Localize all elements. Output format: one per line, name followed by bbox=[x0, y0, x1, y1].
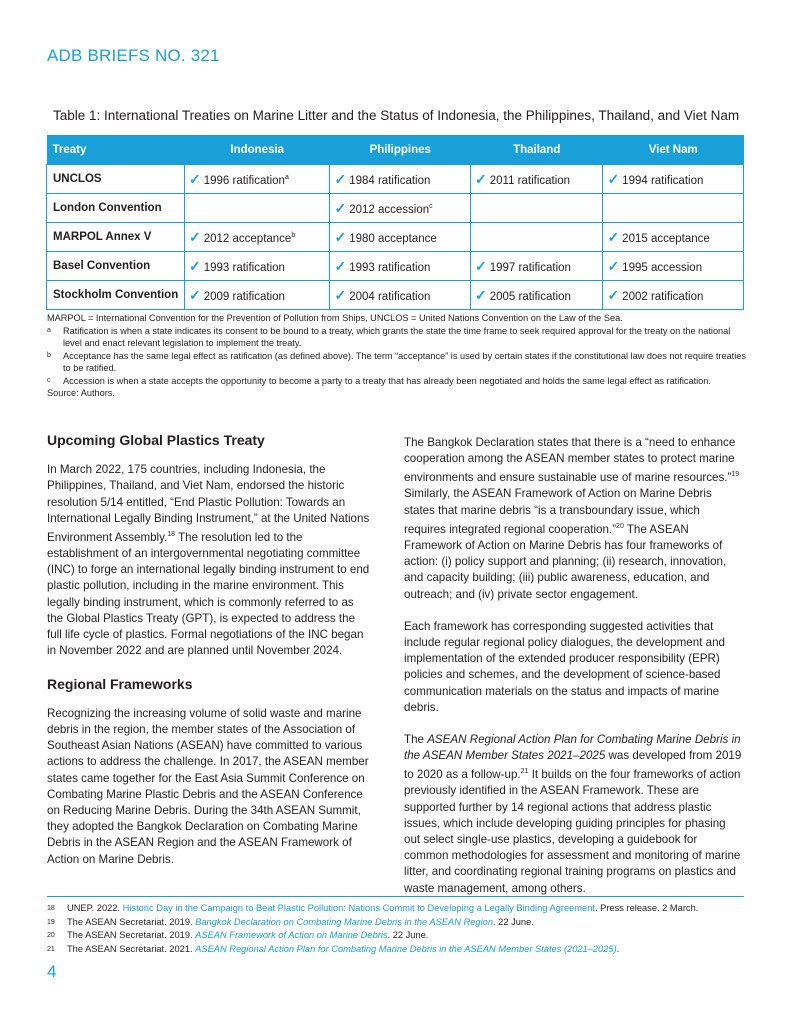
checkmark-icon: ✓ bbox=[334, 228, 347, 245]
source: Source: Authors. bbox=[47, 388, 115, 398]
section-heading: Regional Frameworks bbox=[47, 675, 193, 692]
checkmark-icon: ✓ bbox=[607, 257, 620, 274]
status-cell: ✓ 1996 ratification$^a$ bbox=[185, 165, 330, 194]
note-text: Ratification is when a state indicates its consent to be bound to a treaty, which grants the state the time frame to seek required approval for the treaty on the national level and enact relevant legislation to implement the treaty. bbox=[63, 325, 731, 348]
checkmark-icon: ✓ bbox=[607, 170, 620, 187]
status-cell: ✓ 2012 accession$^c$ bbox=[330, 194, 471, 223]
status-cell: ✓ 2002 ratification bbox=[603, 281, 744, 310]
status-cell: ✓ 2004 ratification bbox=[330, 281, 471, 310]
treaty-name: MARPOL Annex V bbox=[47, 223, 185, 252]
status-cell: ✓ 1994 ratification bbox=[603, 165, 744, 194]
footnote-ref: 21 bbox=[520, 768, 529, 776]
footnotes bbox=[47, 902, 757, 956]
note-marker: b bbox=[47, 351, 51, 359]
footnote-ref: 19 bbox=[731, 471, 740, 479]
table-note bbox=[47, 350, 747, 375]
status-cell: ✓ 1984 ratification bbox=[330, 165, 471, 194]
table-row bbox=[47, 223, 744, 252]
checkmark-icon: ✓ bbox=[607, 286, 620, 303]
treaty-table bbox=[46, 135, 744, 310]
footnote-divider bbox=[47, 896, 744, 897]
column-header: Indonesia bbox=[185, 135, 330, 165]
column-header: Philippines bbox=[330, 135, 471, 165]
paragraph: In March 2022, 175 countries, including Indonesia, the Philippines, Thailand, and Viet Nam, endorsed the historic resolution 5/14 entitled, “End Plastic Pollution: Towards an International Legally Binding Instrument,” at the United Nations Environment Assembly.$^{18}$ The resolution led to the establishment of an intergovernmental negotiating committee (INC) to forge an international legally binding instrument to end plastic pollution, including in the marine environment. This legally binding instrument, which is commonly referred to as the Global Plastics Treaty (GPT), is expected to address the full life cycle of plastics. Formal negotiations of the INC began in November 2022 and are planned until November 2024. bbox=[47, 463, 370, 658]
footnote-ref: 20 bbox=[616, 522, 624, 530]
table-row bbox=[47, 194, 744, 223]
column-header: Viet Nam bbox=[603, 135, 744, 165]
footnote-link[interactable]: Bangkok Declaration on Combating Marine Debris in the ASEAN Region bbox=[195, 916, 493, 927]
note-text: Accession is when a state accepts the opportunity to become a party to a treaty that has already been negotiated and holds the same legal effect as ratification. bbox=[63, 375, 711, 386]
note-marker: a bbox=[47, 326, 51, 334]
status-cell: ✓ 2015 acceptance bbox=[603, 223, 744, 252]
abbreviations: MARPOL = International Convention for the Prevention of Pollution from Ships, UNCLOS = United Nations Convention on the Law of the Sea. bbox=[47, 313, 623, 323]
checkmark-icon: ✓ bbox=[334, 286, 347, 303]
table-note bbox=[47, 375, 747, 388]
section-heading: Upcoming Global Plastics Treaty bbox=[47, 432, 265, 448]
checkmark-icon: ✓ bbox=[189, 257, 201, 274]
checkmark-icon: ✓ bbox=[189, 170, 201, 187]
checkmark-icon: ✓ bbox=[475, 257, 487, 274]
checkmark-icon: ✓ bbox=[475, 170, 487, 187]
table-row bbox=[47, 281, 744, 310]
treaty-name: London Convention bbox=[47, 194, 185, 223]
column-header: Treaty bbox=[47, 135, 185, 165]
footnote: 19 The ASEAN Secretariat. 2019. Bangkok Declaration on Combating Marine Debris in the ASEAN Region. 22 June. bbox=[47, 916, 534, 927]
paragraph: Each framework has corresponding suggested activities that include regular regional policy dialogues, the development and implementation of the extended producer responsibility (EPR) policies and schemes, and the development of science-based communication materials on the status and impacts of marine debris. bbox=[404, 619, 725, 714]
footnote: 18 UNEP. 2022. Historic Day in the Campaign to Beat Plastic Pollution: Nations Commit to Developing a Legally Binding Agreement. Press release. 2 March. bbox=[47, 903, 699, 913]
paragraph: Recognizing the increasing volume of solid waste and marine debris in the region, the member states of the Association of Southeast Asian Nations (ASEAN) have committed to various actions to address the challenge. In 2017, the ASEAN member states came together for the East Asia Summit Conference on Combating Marine Plastic Debris and the ASEAN Conference on Reducing Marine Debris. During the 34th ASEAN Summit, they adopted the Bangkok Declaration on Combating Marine Debris in the ASEAN Region and the ASEAN Framework of Action on Marine Debris. bbox=[47, 706, 369, 866]
table-title: Table 1: International Treaties on Marine Litter and the Status of Indonesia, the Philippines, Thailand, and Viet Nam bbox=[53, 108, 740, 123]
status-cell: ✓ 1993 ratification bbox=[330, 252, 471, 281]
footnote: 20 The ASEAN Secretariat. 2019. ASEAN Framework of Action on Marine Debris. 22 June. bbox=[47, 930, 429, 940]
status-cell: ✓ 1980 acceptance bbox=[330, 223, 471, 252]
checkmark-icon: ✓ bbox=[334, 199, 347, 216]
treaty-name: Stockholm Convention bbox=[47, 281, 185, 310]
status-cell: ✓ 1993 ratification bbox=[185, 252, 330, 281]
note-marker: c bbox=[47, 376, 51, 384]
footnote-ref: 18 bbox=[167, 531, 176, 539]
status-cell: ✓ 2005 ratification bbox=[471, 281, 603, 310]
checkmark-icon: ✓ bbox=[607, 228, 620, 245]
treaty-name: Basel Convention bbox=[47, 252, 185, 281]
note-ref: a bbox=[284, 173, 289, 181]
status-cell: ✓ 2012 acceptance$^b$ bbox=[185, 223, 330, 252]
checkmark-icon: ✓ bbox=[475, 286, 487, 303]
checkmark-icon: ✓ bbox=[189, 228, 201, 245]
table-row bbox=[47, 165, 744, 194]
paragraph: The ASEAN Regional Action Plan for Combating Marine Debris in the ASEAN Member States 2021–2025 was developed from 2019 to 2020 as a follow-up.$^{21}$ It builds on the four frameworks of action previously identified in the ASEAN Framework. These are supported further by 14 regional actions that address plastic issues, which include developing guiding principles for phasing out select single-use plastics, developing a guidebook for common methodologies for assessment and monitoring of marine litter, and coordinating regional training programs on plastics and waste management, among others. bbox=[404, 732, 742, 895]
footnote-link[interactable]: Historic Day in the Campaign to Beat Plastic Pollution: Nations Commit to Developing a Legally Binding Agreement bbox=[122, 903, 595, 913]
footnote-link[interactable]: ASEAN Framework of Action on Marine Debris bbox=[195, 930, 388, 940]
note-text: Acceptance has the same legal effect as ratification (as defined above). The term “acceptance” is used by certain states if the constitutional law does not require treaties to be ratified. bbox=[63, 350, 746, 373]
checkmark-icon: ✓ bbox=[334, 170, 347, 187]
table-header-row bbox=[47, 135, 744, 165]
table-row bbox=[47, 252, 744, 281]
treaty-name: UNCLOS bbox=[47, 165, 185, 194]
series-header: ADB BRIEFS NO. 321 bbox=[47, 46, 220, 65]
status-cell: ✓ 2009 ratification bbox=[185, 281, 330, 310]
footnote-link[interactable]: ASEAN Regional Action Plan for Combating Marine Debris in the ASEAN Member States (2021–2025) bbox=[195, 943, 617, 954]
note-ref: c bbox=[429, 202, 433, 210]
empty-cell bbox=[185, 194, 330, 223]
paragraph: The Bangkok Declaration states that there is a “need to enhance cooperation among the ASEAN member states to protect marine environments and ensure sustainable use of marine resources.”$^{19}$ Similarly, the ASEAN Framework of Action on Marine Debris states that marine debris “is a transboundary issue, which requires integrated regional cooperation.”$^{20}$ The ASEAN Framework of Action on Marine Debris has four frameworks of action: (i) policy support and planning; (ii) research, innovation, and capacity building; (iii) public awareness, education, and outreach; and (iv) private sector engagement. bbox=[404, 436, 740, 601]
status-cell: ✓ 1995 accession bbox=[603, 252, 744, 281]
table-note bbox=[47, 325, 747, 350]
empty-cell bbox=[471, 223, 603, 252]
empty-cell bbox=[603, 194, 744, 223]
table-notes bbox=[47, 312, 747, 400]
status-cell: ✓ 2011 ratification bbox=[471, 165, 603, 194]
left-column bbox=[47, 432, 372, 884]
checkmark-icon: ✓ bbox=[189, 286, 201, 303]
page-number: 4 bbox=[47, 962, 57, 981]
column-header: Thailand bbox=[471, 135, 603, 165]
checkmark-icon: ✓ bbox=[334, 257, 347, 274]
right-column bbox=[404, 435, 744, 913]
note-ref: b bbox=[291, 231, 296, 239]
footnote: 21 The ASEAN Secretariat. 2021. ASEAN Regional Action Plan for Combating Marine Debris in the ASEAN Member States (2021–2025). bbox=[47, 943, 620, 954]
status-cell: ✓ 1997 ratification bbox=[471, 252, 603, 281]
empty-cell bbox=[471, 194, 603, 223]
